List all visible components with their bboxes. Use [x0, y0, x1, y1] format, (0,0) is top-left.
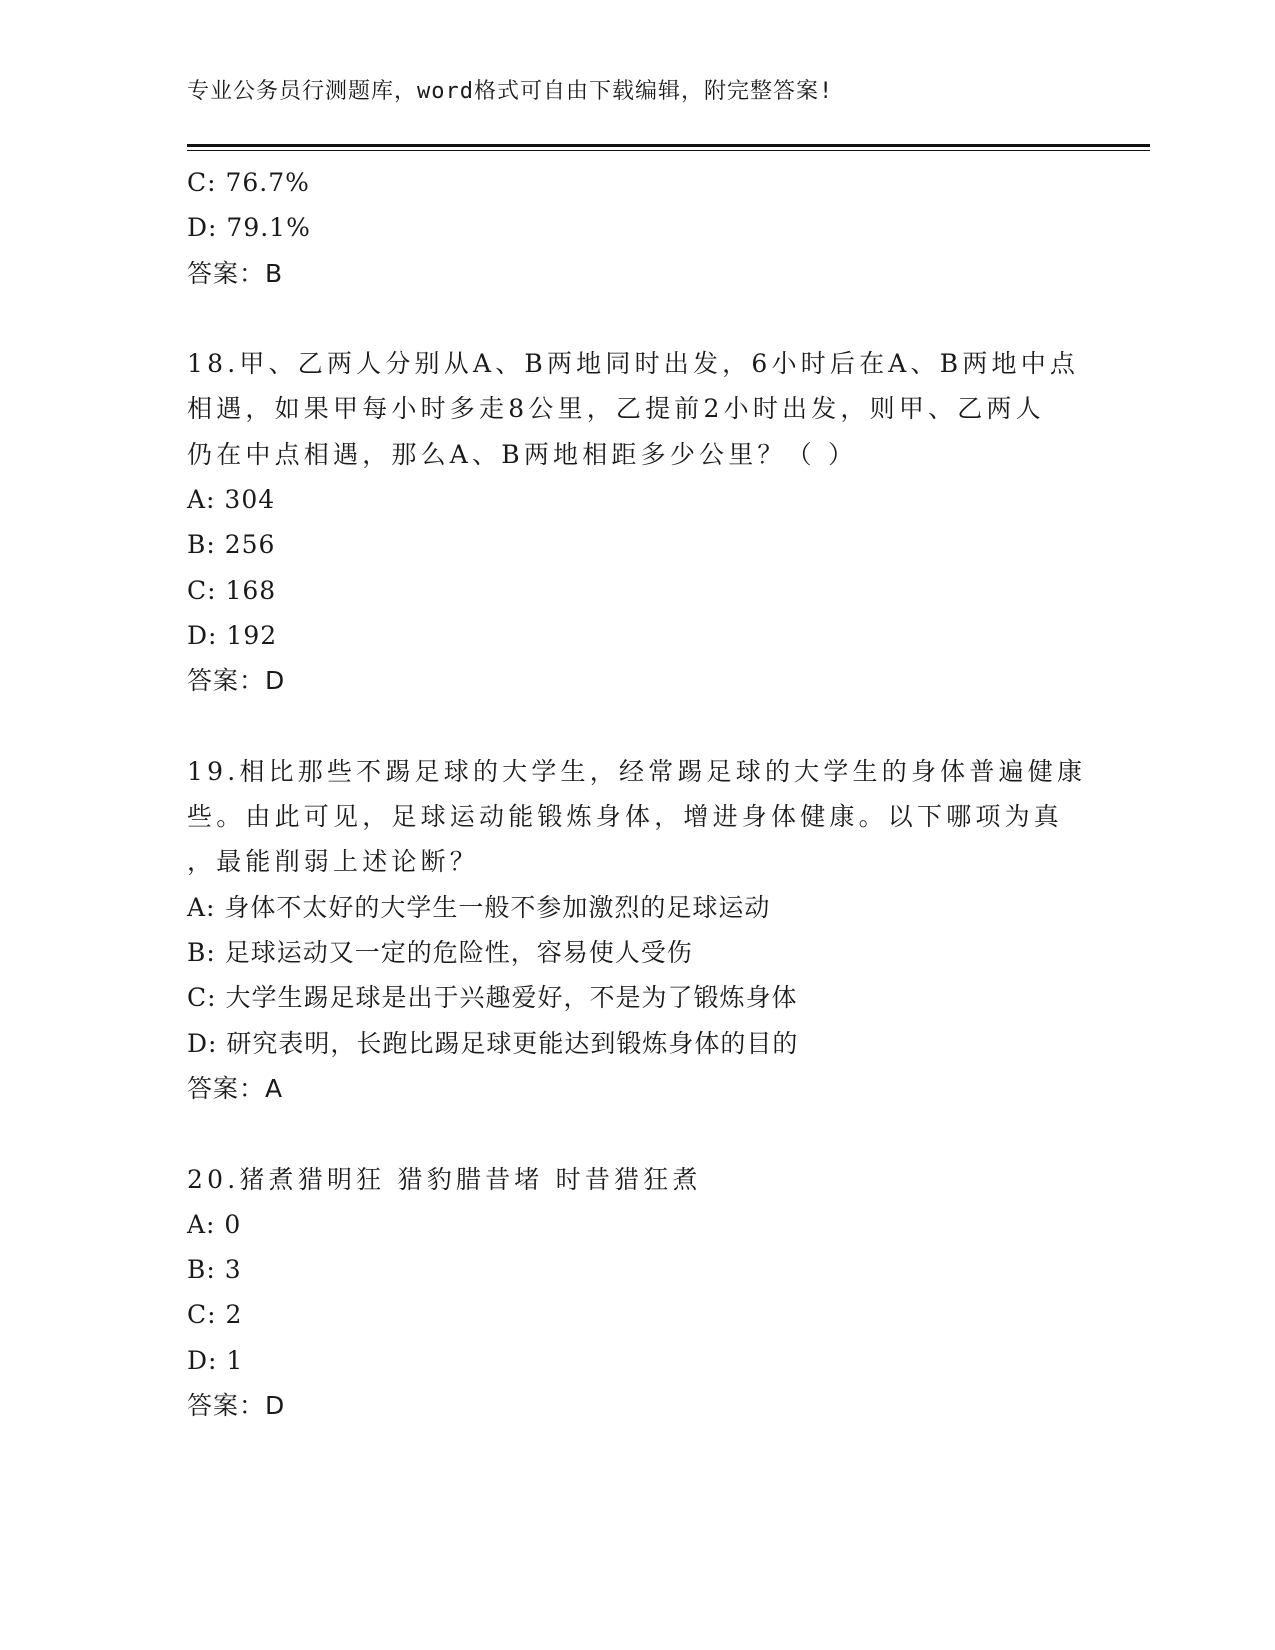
stem-line: 些。由此可见，足球运动能锻炼身体，增进身体健康。以下哪项为真 — [187, 802, 1064, 832]
stem-line: 20.猪煮猎明狂 猎豹腊昔堵 时昔猎狂煮 — [187, 1164, 702, 1194]
answer-line: 答案：D — [187, 666, 286, 696]
spacer — [187, 704, 1087, 749]
option-d: D: 研究表明，长跑比踢足球更能达到锻炼身体的目的 — [187, 1028, 799, 1058]
option-d: D: 192 — [187, 620, 278, 650]
answer-line: 答案：A — [187, 1073, 284, 1103]
option-d: D: 1 — [187, 1345, 244, 1375]
header-rule-thin — [187, 150, 1150, 151]
option-c: C: 大学生踢足球是出于兴趣爱好，不是为了锻炼身体 — [187, 983, 798, 1013]
option-c: C: 2 — [187, 1300, 243, 1330]
option-b: B: 256 — [187, 530, 276, 560]
option-a: A: 身体不太好的大学生一般不参加激烈的足球运动 — [187, 892, 771, 922]
option-c: C: 168 — [187, 575, 277, 605]
spacer — [187, 1111, 1087, 1156]
answer-line: 答案：B — [187, 258, 284, 288]
stem-line: 仍在中点相遇，那么A、B两地相距多少公里？（ ） — [187, 439, 858, 469]
stem-line: 18.甲、乙两人分别从A、B两地同时出发，6小时后在A、B两地中点 — [187, 349, 1080, 379]
option-a: A: 304 — [187, 485, 276, 515]
spacer — [187, 296, 1087, 341]
question-19-stem — [187, 749, 1087, 885]
header-rule — [187, 144, 1150, 147]
question-content — [187, 160, 1087, 1428]
stem-line: 相遇，如果甲每小时多走8公里，乙提前2小时出发，则甲、乙两人 — [187, 394, 1045, 424]
option-a: A: 0 — [187, 1209, 242, 1239]
stem-line: ，最能削弱上述论断？ — [187, 847, 480, 877]
page-header: 专业公务员行测题库，word格式可自由下载编辑，附完整答案! — [187, 79, 834, 104]
question-20-stem — [187, 1157, 1067, 1202]
answer-line: 答案：D — [187, 1391, 286, 1421]
option-d: D: 79.1% — [187, 213, 311, 243]
option-c: C: 76.7% — [187, 168, 310, 197]
question-18-stem — [187, 341, 1080, 477]
option-b: B: 3 — [187, 1255, 242, 1285]
option-b: B: 足球运动又一定的危险性，容易使人受伤 — [187, 938, 693, 968]
stem-line: 19.相比那些不踢足球的大学生，经常踢足球的大学生的身体普遍健康 — [187, 756, 1087, 786]
